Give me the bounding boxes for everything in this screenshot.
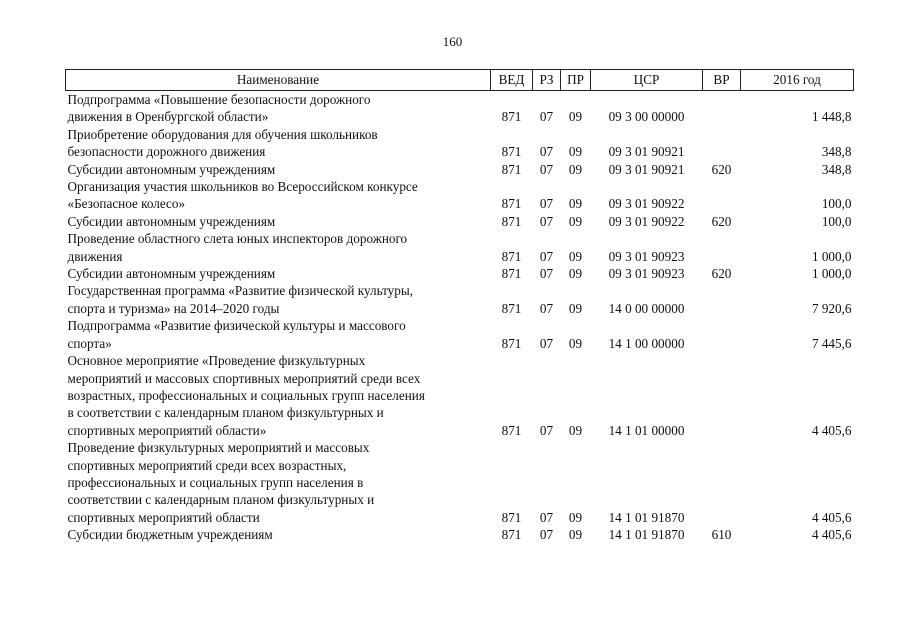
row-pr-cell: 09 bbox=[568, 527, 583, 543]
row-rz-cell: 07 bbox=[539, 144, 554, 160]
table-row bbox=[66, 526, 854, 543]
row-pr-cell: 09 bbox=[568, 266, 583, 282]
row-pr-cell: 09 bbox=[568, 144, 583, 160]
row-csr-cell: 14 1 00 00000 bbox=[608, 335, 685, 351]
row-name-line: Подпрограмма «Развитие физической культуры и массового bbox=[67, 318, 406, 334]
table-header-row bbox=[66, 70, 854, 91]
row-pr-cell: 09 bbox=[568, 335, 583, 351]
row-csr-cell: 14 1 01 00000 bbox=[608, 422, 685, 438]
row-name-line: Субсидии автономным учреждениям bbox=[67, 161, 276, 177]
row-csr-cell: 09 3 01 90923 bbox=[608, 266, 685, 282]
table-row bbox=[66, 91, 854, 126]
row-name-line: Субсидии автономным учреждениям bbox=[67, 213, 276, 229]
row-vr-cell: 610 bbox=[711, 527, 732, 543]
row-vr-cell bbox=[703, 439, 741, 526]
row-name-cell bbox=[66, 161, 491, 178]
page-number: 160 bbox=[442, 34, 463, 49]
row-rz-cell: 07 bbox=[539, 213, 554, 229]
table-row bbox=[66, 282, 854, 317]
row-ved-cell: 871 bbox=[501, 527, 522, 543]
row-csr-cell: 09 3 01 90923 bbox=[608, 248, 685, 264]
row-name-line: спорта и туризма» на 2014–2020 годы bbox=[67, 300, 280, 316]
table-row bbox=[66, 126, 854, 161]
column-header-ved: ВЕД bbox=[491, 70, 533, 91]
row-name-line: Проведение областного слета юных инспекторов дорожного bbox=[67, 231, 408, 247]
row-name-cell bbox=[66, 352, 491, 439]
table-row bbox=[66, 230, 854, 265]
row-name-line: спортивных мероприятий области bbox=[67, 509, 260, 525]
row-sum-cell: 1 000,0 bbox=[811, 266, 852, 282]
table-row bbox=[66, 213, 854, 230]
row-ved-cell: 871 bbox=[501, 144, 522, 160]
row-vr-cell bbox=[703, 352, 741, 439]
row-name-cell bbox=[66, 230, 491, 265]
row-rz-cell: 07 bbox=[539, 248, 554, 264]
row-rz-cell: 07 bbox=[539, 266, 554, 282]
row-vr-cell: 620 bbox=[711, 161, 732, 177]
row-name-line: возрастных, профессиональных и социальных групп населения bbox=[67, 387, 425, 403]
row-name-line: движения в Оренбургской области» bbox=[67, 109, 269, 125]
row-rz-cell: 07 bbox=[539, 509, 554, 525]
row-pr-cell: 09 bbox=[568, 196, 583, 212]
row-vr-cell bbox=[703, 282, 741, 317]
row-csr-cell: 09 3 00 00000 bbox=[608, 109, 685, 125]
row-pr-cell: 09 bbox=[568, 248, 583, 264]
row-ved-cell: 871 bbox=[501, 300, 522, 316]
row-sum-cell: 100,0 bbox=[821, 196, 852, 212]
row-name-line: соответствии с календарным планом физкультурных и bbox=[67, 492, 375, 508]
table-row bbox=[66, 178, 854, 213]
row-name-line: Субсидии бюджетным учреждениям bbox=[67, 527, 273, 543]
row-name-cell bbox=[66, 126, 491, 161]
row-pr-cell: 09 bbox=[568, 422, 583, 438]
column-header-name: Наименование bbox=[66, 70, 491, 91]
row-rz-cell: 07 bbox=[539, 196, 554, 212]
row-name-line: Основное мероприятие «Проведение физкультурных bbox=[67, 353, 366, 369]
table-row bbox=[66, 317, 854, 352]
row-vr-cell: 620 bbox=[711, 266, 732, 282]
row-name-line: движения bbox=[67, 248, 123, 264]
column-header-sum: 2016 год bbox=[741, 70, 854, 91]
row-vr-cell bbox=[703, 317, 741, 352]
row-ved-cell: 871 bbox=[501, 266, 522, 282]
row-pr-cell: 09 bbox=[568, 300, 583, 316]
row-vr-cell bbox=[703, 178, 741, 213]
row-csr-cell: 09 3 01 90922 bbox=[608, 196, 685, 212]
row-name-line: спорта» bbox=[67, 335, 112, 351]
column-header-pr: ПР bbox=[561, 70, 591, 91]
row-name-line: Подпрограмма «Повышение безопасности дорожного bbox=[67, 92, 371, 107]
row-rz-cell: 07 bbox=[539, 335, 554, 351]
row-name-line: спортивных мероприятий среди всех возрастных, bbox=[67, 457, 347, 473]
row-name-cell bbox=[66, 213, 491, 230]
row-ved-cell: 871 bbox=[501, 509, 522, 525]
row-sum-cell: 4 405,6 bbox=[811, 422, 852, 438]
row-ved-cell: 871 bbox=[501, 422, 522, 438]
row-csr-cell: 09 3 01 90921 bbox=[608, 144, 685, 160]
row-csr-cell: 14 0 00 00000 bbox=[608, 300, 685, 316]
column-header-csr: ЦСР bbox=[591, 70, 703, 91]
row-rz-cell: 07 bbox=[539, 527, 554, 543]
row-name-line: Приобретение оборудования для обучения школьников bbox=[67, 126, 378, 142]
row-ved-cell: 871 bbox=[501, 161, 522, 177]
table-row bbox=[66, 352, 854, 439]
row-sum-cell: 7 445,6 bbox=[811, 335, 852, 351]
row-name-line: мероприятий и массовых спортивных мероприятий среди всех bbox=[67, 370, 421, 386]
table-row bbox=[66, 161, 854, 178]
row-sum-cell: 100,0 bbox=[821, 213, 852, 229]
row-ved-cell: 871 bbox=[501, 248, 522, 264]
row-sum-cell: 348,8 bbox=[821, 144, 852, 160]
table-row bbox=[66, 265, 854, 282]
row-name-line: безопасности дорожного движения bbox=[67, 144, 266, 160]
row-sum-cell: 4 405,6 bbox=[811, 509, 852, 525]
row-name-cell bbox=[66, 265, 491, 282]
row-sum-cell: 1 000,0 bbox=[811, 248, 852, 264]
row-ved-cell: 871 bbox=[501, 335, 522, 351]
row-sum-cell: 7 920,6 bbox=[811, 300, 852, 316]
row-pr-cell: 09 bbox=[568, 161, 583, 177]
row-name-line: «Безопасное колесо» bbox=[67, 196, 186, 212]
row-name-line: Проведение физкультурных мероприятий и массовых bbox=[67, 440, 370, 456]
row-pr-cell: 09 bbox=[568, 213, 583, 229]
row-sum-cell: 1 448,8 bbox=[811, 109, 852, 125]
column-header-rz: РЗ bbox=[533, 70, 561, 91]
column-header-vr: ВР bbox=[703, 70, 741, 91]
row-name-line: профессиональных и социальных групп населения в bbox=[67, 474, 364, 490]
row-name-line: в соответствии с календарным планом физкультурных и bbox=[67, 405, 384, 421]
row-name-cell bbox=[66, 91, 491, 126]
row-name-cell bbox=[66, 282, 491, 317]
row-vr-cell bbox=[703, 91, 741, 126]
row-ved-cell: 871 bbox=[501, 109, 522, 125]
row-csr-cell: 09 3 01 90921 bbox=[608, 161, 685, 177]
row-name-line: Субсидии автономным учреждениям bbox=[67, 266, 276, 282]
row-vr-cell: 620 bbox=[711, 213, 732, 229]
row-rz-cell: 07 bbox=[539, 422, 554, 438]
row-ved-cell: 871 bbox=[501, 213, 522, 229]
row-name-line: Государственная программа «Развитие физической культуры, bbox=[67, 283, 414, 299]
row-pr-cell: 09 bbox=[568, 509, 583, 525]
row-name-line: спортивных мероприятий области» bbox=[67, 422, 267, 438]
row-sum-cell: 4 405,6 bbox=[811, 527, 852, 543]
row-pr-cell: 09 bbox=[568, 109, 583, 125]
table-body bbox=[66, 91, 854, 544]
row-rz-cell: 07 bbox=[539, 109, 554, 125]
row-ved-cell: 871 bbox=[501, 196, 522, 212]
row-name-cell bbox=[66, 526, 491, 543]
row-csr-cell: 14 1 01 91870 bbox=[608, 527, 685, 543]
budget-table bbox=[65, 69, 854, 544]
row-name-cell bbox=[66, 439, 491, 526]
row-name-cell bbox=[66, 317, 491, 352]
row-sum-cell: 348,8 bbox=[821, 161, 852, 177]
table-row bbox=[66, 439, 854, 526]
row-name-line: Организация участия школьников во Всероссийском конкурсе bbox=[67, 179, 418, 195]
row-rz-cell: 07 bbox=[539, 161, 554, 177]
row-rz-cell: 07 bbox=[539, 300, 554, 316]
row-vr-cell bbox=[703, 230, 741, 265]
row-csr-cell: 14 1 01 91870 bbox=[608, 509, 685, 525]
row-vr-cell bbox=[703, 126, 741, 161]
row-csr-cell: 09 3 01 90922 bbox=[608, 213, 685, 229]
row-name-cell bbox=[66, 178, 491, 213]
